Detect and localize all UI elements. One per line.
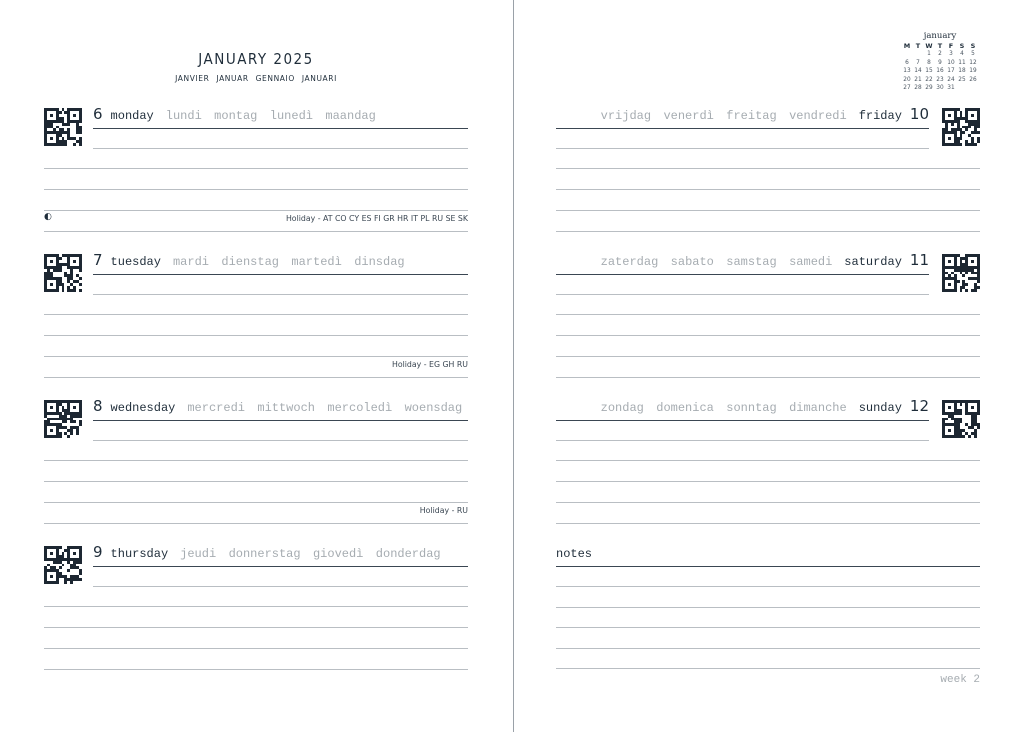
mini-calendar-day: 12: [969, 59, 977, 66]
writing-line: [44, 189, 468, 190]
day-name-translations: mercredi mittwoch mercoledì woensdag: [187, 401, 463, 415]
writing-line: [556, 440, 929, 441]
writing-line: [556, 210, 980, 211]
writing-line: [44, 210, 468, 211]
mini-calendar-day: 23: [936, 76, 944, 83]
mini-calendar-day: 1: [927, 51, 931, 57]
mini-calendar-day: 6: [905, 59, 909, 66]
month-title: JANUARY 2025: [198, 50, 314, 68]
day-header-rule: [93, 566, 468, 567]
writing-line: [93, 440, 468, 441]
page-divider: [513, 0, 514, 732]
moon-phase-icon: ◐: [44, 212, 52, 222]
writing-line: [44, 669, 468, 670]
day-name-translations: lundi montag lunedì maandag: [165, 109, 376, 123]
mini-calendar-day: [902, 51, 913, 60]
month-translation: JANVIER: [175, 74, 210, 83]
day-number: 10: [909, 105, 929, 123]
writing-line: [44, 606, 468, 607]
notes-header-rule: [556, 566, 980, 567]
mini-calendar-weekday: W: [925, 42, 933, 50]
holiday-note: Holiday - EG GH RU: [391, 360, 468, 369]
mini-calendar-day: 5: [971, 51, 975, 57]
mini-calendar-day: 11: [958, 59, 966, 66]
day-number: 11: [909, 251, 929, 269]
mini-calendar-day: 20: [903, 76, 911, 83]
writing-line: [44, 648, 468, 649]
mini-calendar-day: 16: [936, 68, 944, 75]
writing-line: [556, 523, 980, 524]
writing-line: [44, 481, 468, 482]
mini-calendar: [898, 31, 982, 94]
day-header: [601, 397, 929, 417]
writing-line: [93, 294, 468, 295]
writing-line: [44, 460, 468, 461]
mini-calendar-day: 15: [925, 68, 933, 75]
day-name: thursday: [110, 547, 169, 561]
writing-line: [44, 502, 468, 503]
mini-calendar-day: 19: [969, 68, 977, 75]
writing-line: [44, 356, 468, 357]
day-header-rule: [93, 128, 468, 129]
mini-calendar-day: 3: [949, 51, 953, 57]
mini-calendar-day: [913, 51, 924, 60]
day-number: 9: [93, 543, 103, 561]
mini-calendar-day: 14: [914, 68, 922, 75]
mini-calendar-day: 25: [958, 76, 966, 83]
mini-calendar-day: [968, 85, 979, 94]
mini-calendar-day: 22: [925, 76, 933, 83]
qr-code-icon: [44, 400, 82, 438]
day-header-rule: [556, 128, 929, 129]
mini-calendar-day: 30: [936, 85, 944, 92]
writing-line: [556, 294, 929, 295]
writing-line: [556, 481, 980, 482]
writing-line: [556, 502, 980, 503]
day-name-translations: mardi dienstag martedì dinsdag: [172, 255, 405, 269]
day-number: 6: [93, 105, 103, 123]
mini-calendar-day: 28: [914, 85, 922, 92]
day-name-translations: zondag domenica sonntag dimanche: [600, 401, 847, 415]
qr-code-icon: [44, 254, 82, 292]
writing-line: [556, 627, 980, 628]
mini-calendar-day: 26: [969, 76, 977, 83]
month-translation: JANUAR: [216, 74, 249, 83]
mini-calendar-weekday: S: [970, 42, 976, 50]
writing-line: [556, 668, 980, 669]
mini-calendar-day: 4: [960, 51, 964, 57]
writing-line: [556, 231, 980, 232]
writing-line: [556, 460, 980, 461]
mini-calendar-day: 8: [927, 59, 931, 66]
mini-calendar-day: 17: [947, 68, 955, 75]
day-name: monday: [110, 109, 154, 123]
mini-calendar-weekday: T: [915, 42, 921, 50]
mini-calendar-day: 9: [938, 59, 942, 66]
writing-line: [44, 627, 468, 628]
mini-calendar-title: january: [923, 31, 957, 41]
mini-calendar-weekday: F: [948, 42, 954, 50]
mini-calendar-day: 27: [903, 85, 911, 92]
day-number: 7: [93, 251, 103, 269]
day-name-translations: vrijdag venerdì freitag vendredi: [600, 109, 847, 123]
writing-line: [44, 377, 468, 378]
day-header: [93, 397, 462, 417]
mini-calendar-day: [957, 85, 968, 94]
day-name-translations: jeudi donnerstag giovedì donderdag: [180, 547, 441, 561]
writing-line: [556, 648, 980, 649]
qr-code-icon: [44, 546, 82, 584]
writing-line: [44, 231, 468, 232]
day-header: [93, 543, 441, 563]
mini-calendar-day: 31: [947, 85, 955, 92]
day-name-translations: zaterdag sabato samstag samedi: [600, 255, 833, 269]
mini-calendar-day: 7: [916, 59, 920, 66]
mini-calendar-day: 10: [947, 59, 955, 66]
writing-line: [556, 168, 980, 169]
writing-line: [93, 586, 468, 587]
writing-line: [44, 314, 468, 315]
mini-calendar-weekday: M: [903, 42, 911, 50]
day-name: tuesday: [110, 255, 161, 269]
writing-line: [44, 523, 468, 524]
qr-code-icon: [44, 108, 82, 146]
day-name: sunday: [858, 401, 902, 415]
mini-calendar-weekday: T: [937, 42, 943, 50]
month-translation: JANUARI: [301, 74, 337, 83]
writing-line: [556, 356, 980, 357]
mini-calendar-day: 13: [903, 68, 911, 75]
notes-label: notes: [556, 547, 593, 561]
writing-line: [556, 148, 929, 149]
mini-calendar-weekday: S: [959, 42, 965, 50]
holiday-note: Holiday - AT CO CY ES FI GR HR IT PL RU SE SK: [285, 214, 468, 223]
day-header-rule: [556, 420, 929, 421]
month-translation: GENNAIO: [255, 74, 295, 83]
qr-code-icon: [942, 254, 980, 292]
writing-line: [556, 586, 980, 587]
day-name: friday: [858, 109, 902, 123]
day-header: [601, 105, 929, 125]
writing-line: [93, 148, 468, 149]
writing-line: [556, 189, 980, 190]
writing-line: [44, 335, 468, 336]
day-number: 8: [93, 397, 103, 415]
day-header: [601, 251, 929, 271]
day-header-rule: [93, 274, 468, 275]
writing-line: [556, 314, 980, 315]
writing-line: [556, 335, 980, 336]
writing-line: [556, 377, 980, 378]
qr-code-icon: [942, 400, 980, 438]
mini-calendar-day: 18: [958, 68, 966, 75]
day-header-rule: [556, 274, 929, 275]
day-header-rule: [93, 420, 468, 421]
qr-code-icon: [942, 108, 980, 146]
day-header: [93, 105, 376, 125]
day-header: [93, 251, 405, 271]
month-translations: [44, 74, 468, 83]
week-label: week 2: [940, 674, 980, 686]
day-name: wednesday: [110, 401, 176, 415]
mini-calendar-day: 29: [925, 85, 933, 92]
mini-calendar-day: 24: [947, 76, 955, 83]
mini-calendar-grid: [898, 42, 982, 94]
writing-line: [556, 607, 980, 608]
writing-line: [44, 168, 468, 169]
day-name: saturday: [844, 255, 902, 269]
mini-calendar-day: 2: [938, 51, 942, 57]
holiday-note: Holiday - RU: [419, 506, 468, 515]
mini-calendar-day: 21: [914, 76, 922, 83]
day-number: 12: [909, 397, 929, 415]
